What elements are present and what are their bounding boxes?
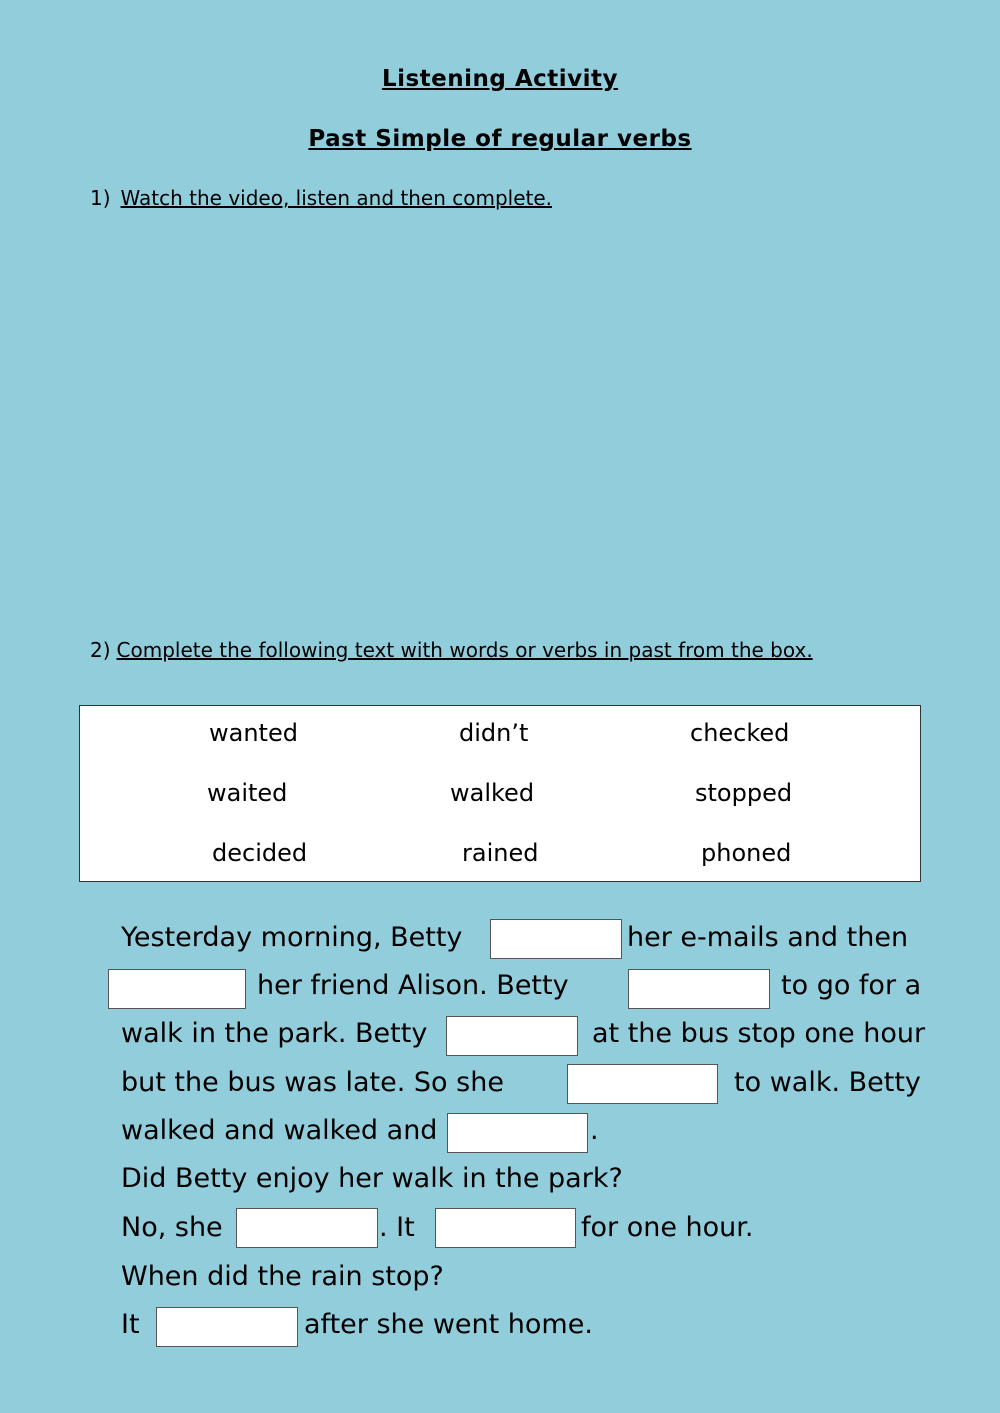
answer-blank-1[interactable] [490, 919, 622, 959]
answer-blank-7[interactable] [236, 1208, 378, 1248]
question-line-1: Did Betty enjoy her walk in the park? [121, 1163, 623, 1194]
question-line-2: When did the rain stop? [121, 1261, 444, 1292]
text-line-5a: walked and walked and [121, 1115, 438, 1146]
text-line-7c: for one hour. [581, 1212, 754, 1243]
word-bank-item: phoned [701, 839, 792, 867]
instruction-1-text: Watch the video, listen and then complete. [120, 186, 553, 210]
text-line-3a: walk in the park. Betty [121, 1018, 428, 1049]
answer-blank-5[interactable] [567, 1064, 718, 1104]
word-bank-item: didn’t [459, 719, 529, 747]
word-bank-item: rained [462, 839, 539, 867]
answer-blank-9[interactable] [156, 1307, 298, 1347]
answer-blank-4[interactable] [446, 1016, 578, 1056]
answer-blank-3[interactable] [628, 969, 770, 1009]
word-bank-item: wanted [209, 719, 298, 747]
text-line-9b: after she went home. [304, 1309, 593, 1340]
word-bank-item: walked [450, 779, 535, 807]
instruction-1 [90, 186, 552, 210]
page-title: Listening Activity [381, 66, 619, 92]
word-bank-item: decided [212, 839, 308, 867]
text-line-7a: No, she [121, 1212, 223, 1243]
text-line-7b: . It [379, 1212, 415, 1243]
word-bank-item: checked [690, 719, 790, 747]
text-line-1a: Yesterday morning, Betty [121, 922, 463, 953]
instruction-2-text: Complete the following text with words or verbs in past from the box. [116, 638, 813, 662]
answer-blank-2[interactable] [108, 969, 246, 1009]
word-bank-box [79, 705, 921, 882]
text-line-4b: to walk. Betty [734, 1067, 921, 1098]
text-line-3b: at the bus stop one hour [592, 1018, 926, 1049]
text-line-4a: but the bus was late. So she [121, 1067, 504, 1098]
instruction-1-number: 1) [90, 186, 111, 210]
text-line-5-period: . [590, 1115, 599, 1146]
text-line-2a: her friend Alison. Betty [257, 970, 569, 1001]
instruction-2 [90, 638, 813, 662]
word-bank-item: waited [207, 779, 288, 807]
text-line-1b: her e-mails and then [627, 922, 909, 953]
answer-blank-6[interactable] [447, 1113, 588, 1153]
instruction-2-number: 2) [90, 638, 111, 662]
page-subtitle: Past Simple of regular verbs [308, 126, 692, 152]
answer-blank-8[interactable] [435, 1208, 576, 1248]
text-line-9a: It [121, 1309, 140, 1340]
text-line-2b: to go for a [781, 970, 922, 1001]
word-bank-item: stopped [695, 779, 793, 807]
